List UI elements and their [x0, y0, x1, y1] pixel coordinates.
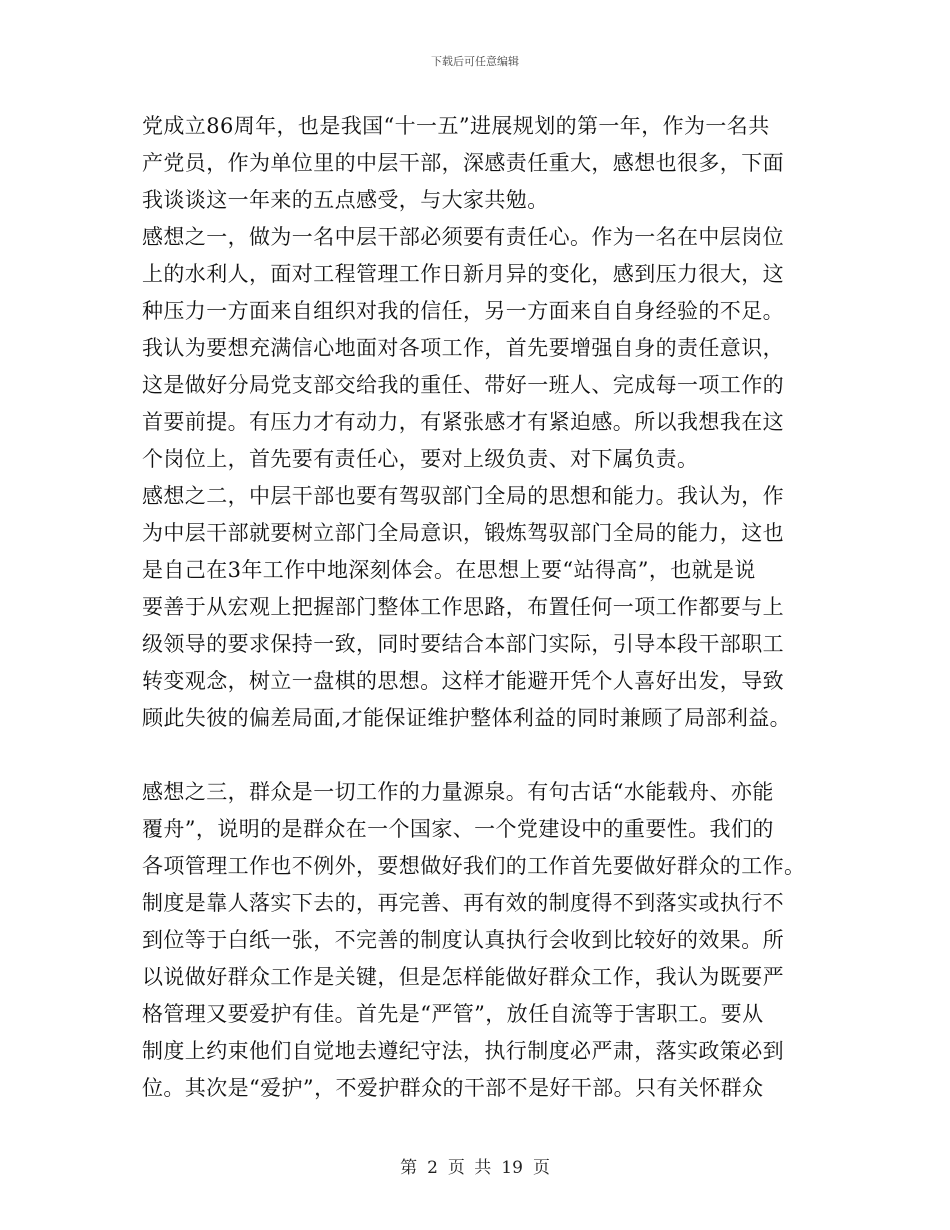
footer-suffix: 页 [532, 1158, 550, 1178]
footer-middle: 页 共 [447, 1158, 492, 1178]
text-line: 各项管理工作也不例外，要想做好我们的工作首先要做好群众的工作。 [142, 854, 806, 878]
text-line: 感想之一，做为一名中层干部必须要有责任心。作为一名在中层岗位 [142, 225, 784, 249]
text-line: 覆舟”，说明的是群众在一个国家、一个党建设中的重要性。我们的 [142, 817, 774, 841]
text-line: 我认为要想充满信心地面对各项工作，首先要增强自身的责任意识， [142, 336, 784, 360]
text-line: 首要前提。有压力才有动力，有紧张感才有紧迫感。所以我想我在这 [142, 410, 784, 434]
text-line: 这是做好分局党支部交给我的重任、带好一班人、完成每一项工作的 [142, 373, 784, 397]
total-page-number: 19 [501, 1158, 523, 1178]
current-page-number: 2 [427, 1158, 438, 1178]
text-line: 制度上约束他们自觉地去遵纪守法，执行制度必严肃，落实政策必到 [142, 1039, 784, 1063]
text-line: 产党员，作为单位里的中层干部，深感责任重大，感想也很多，下面 [142, 151, 784, 175]
text-line: 要善于从宏观上把握部门整体工作思路，布置任何一项工作都要与上 [142, 595, 784, 619]
text-line: 级领导的要求保持一致，同时要结合本部门实际，引导本段干部职工 [142, 632, 784, 656]
text-line: 顾此失彼的偏差局面,才能保证维护整体利益的同时兼顾了局部利益。 [142, 706, 792, 730]
paragraph-gap [142, 737, 814, 774]
text-line: 以说做好群众工作是关键，但是怎样能做好群众工作，我认为既要严 [142, 965, 784, 989]
text-line: 个岗位上，首先要有责任心，要对上级负责、对下属负责。 [142, 447, 699, 471]
text-line: 感想之三，群众是一切工作的力量源泉。有句古话“水能载舟、亦能 [142, 780, 774, 804]
text-line: 到位等于白纸一张，不完善的制度认真执行会收到比较好的效果。所 [142, 928, 784, 952]
footer-prefix: 第 [400, 1158, 418, 1178]
text-line: 位。其次是“爱护”，不爱护群众的干部不是好干部。只有关怀群众 [142, 1076, 764, 1100]
text-line: 转变观念，树立一盘棋的思想。这样才能避开凭个人喜好出发，导致 [142, 669, 784, 693]
text-line: 上的水利人，面对工程管理工作日新月异的变化，感到压力很大，这 [142, 262, 784, 286]
text-line: 是自己在3年工作中地深刻体会。在思想上要“站得高”，也就是说 [142, 558, 756, 582]
text-line: 格管理又要爱护有佳。首先是“严管”，放任自流等于害职工。要从 [142, 1002, 764, 1026]
text-line: 种压力一方面来自组织对我的信任，另一方面来自自身经验的不足。 [142, 299, 784, 323]
text-line: 党成立86周年，也是我国“十一五”进展规划的第一年，作为一名共 [142, 114, 770, 138]
body-text [142, 108, 814, 1107]
text-line: 为中层干部就要树立部门全局意识，锻炼驾驭部门全局的能力，这也 [142, 521, 784, 545]
text-line: 我谈谈这一年来的五点感受，与大家共勉。 [142, 188, 549, 212]
page-header: 下载后可任意编辑 [431, 55, 519, 68]
page-footer [0, 1153, 950, 1178]
text-line: 制度是靠人落实下去的，再完善、再有效的制度得不到落实或执行不 [142, 891, 784, 915]
text-line: 感想之二，中层干部也要有驾驭部门全局的思想和能力。我认为，作 [142, 484, 784, 508]
